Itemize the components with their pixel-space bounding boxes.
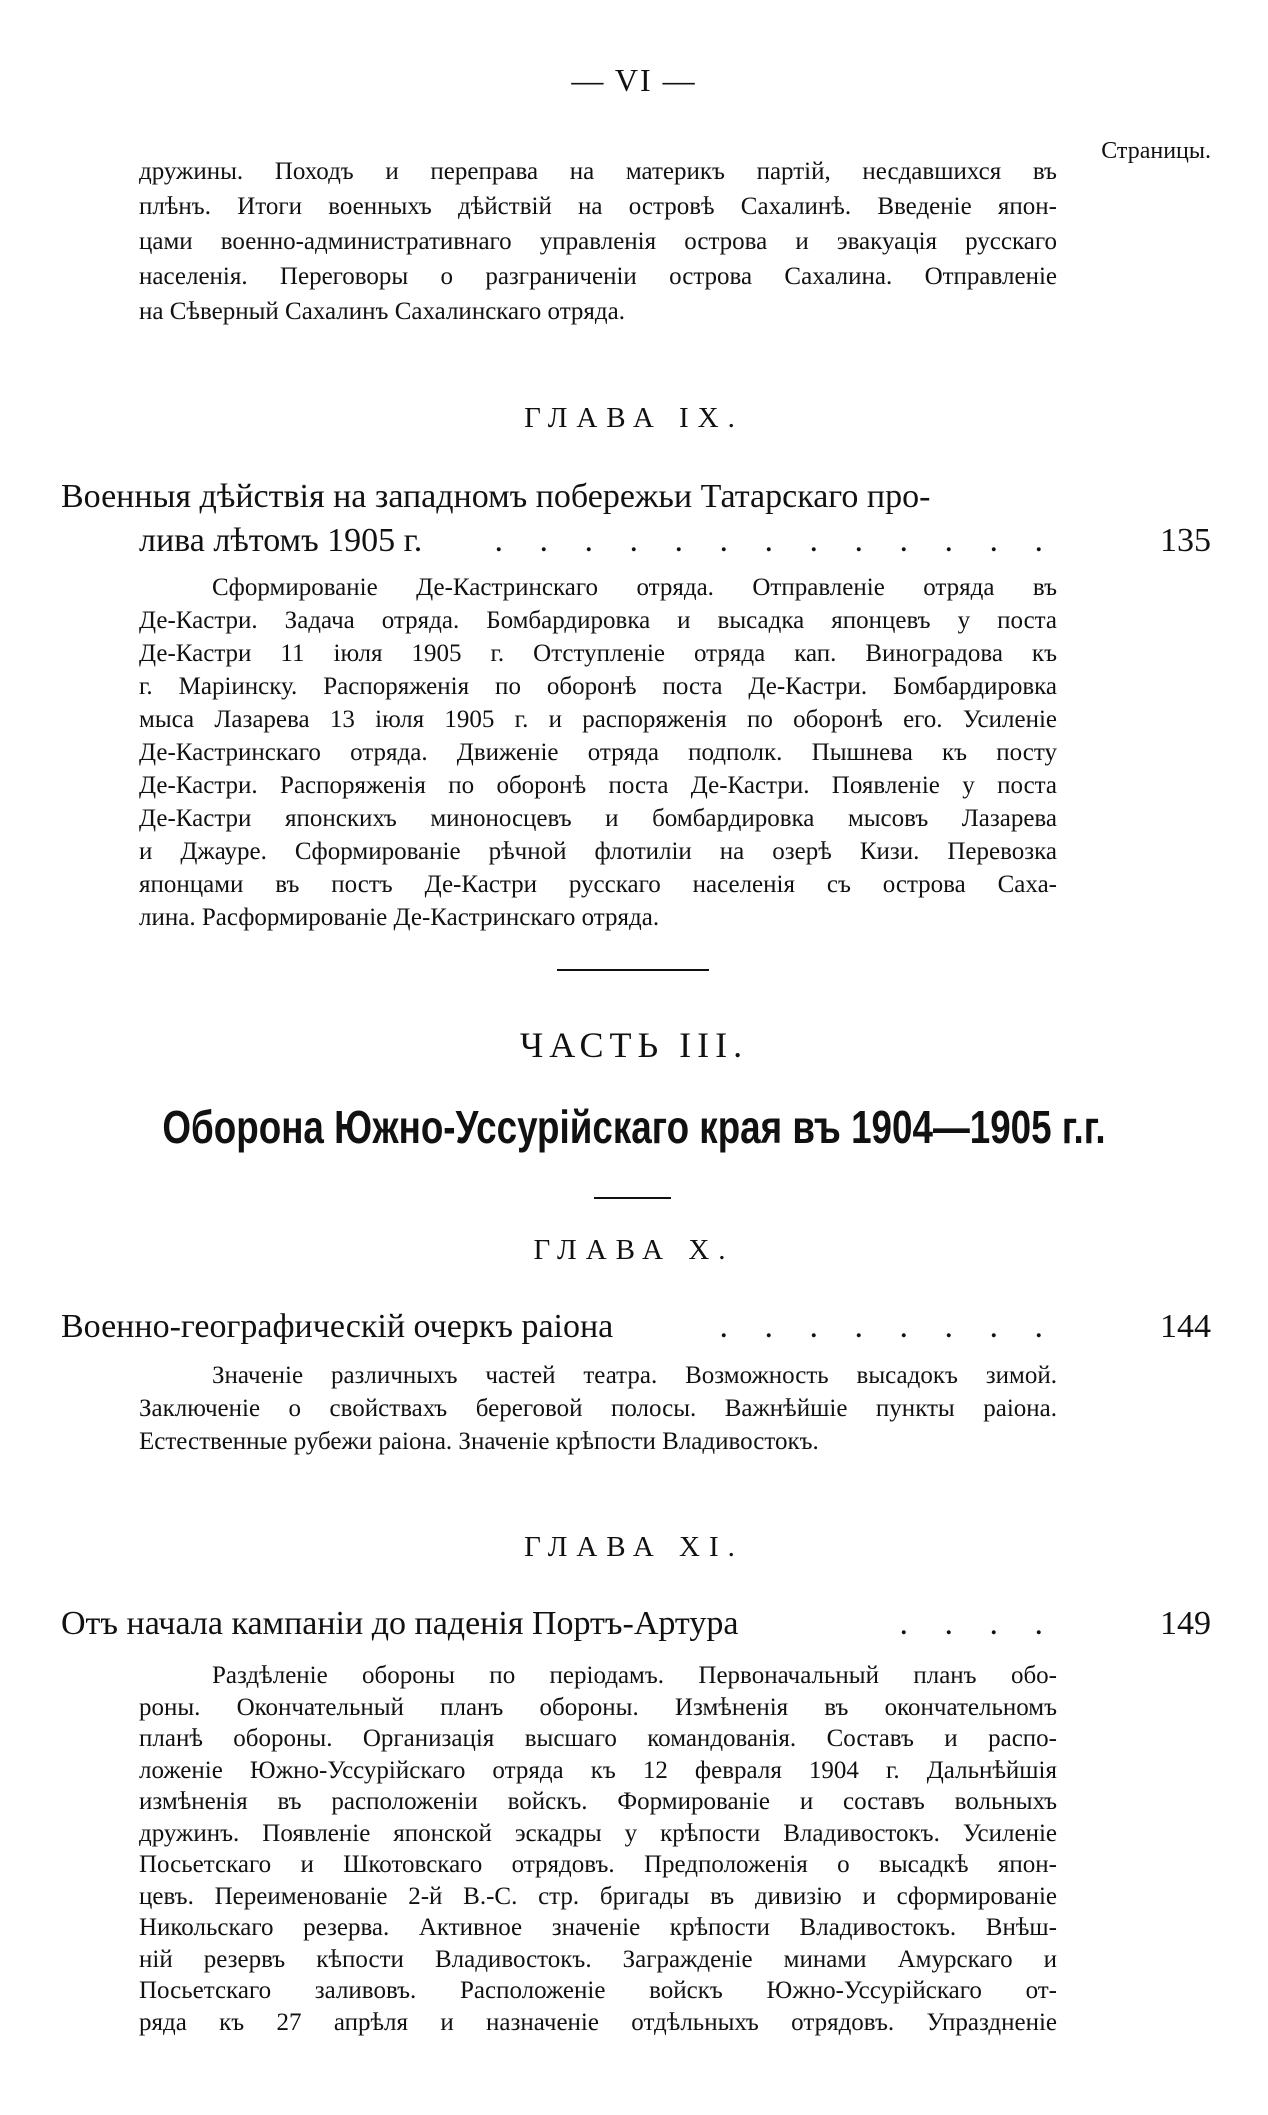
chapter-10-label: ГЛАВА X.: [533, 1234, 735, 1266]
text-line: Де-Кастри 11 іюля 1905 г. Отступленіе отряда кап. Виноградова къ: [139, 640, 1057, 667]
text-line: Никольскаго резерва. Активное значеніе крѣпости Владивостокъ. Внѣш-: [139, 1914, 1057, 1941]
section-divider: [557, 969, 709, 971]
chapter-9-heading-line-2: [139, 522, 1057, 560]
text-line: ряда къ 27 апрѣля и назначеніе отдѣльныхъ отрядовъ. Упраздненіе: [139, 2008, 1057, 2036]
chapter-11-heading: [61, 1605, 1057, 1643]
text-line: Посьетскаго и Шкотовскаго отрядовъ. Предположенія о высадкѣ япон-: [139, 1851, 1057, 1878]
chapter-11-heading-text: Отъ начала кампаніи до паденія Портъ-Артура: [61, 1605, 739, 1642]
part-3-title: Оборона Южно-Уссурійскаго края въ 1904—1905 г.г.: [162, 1101, 1106, 1153]
text-line: и Джауре. Сформированіе рѣчной флотиліи на озерѣ Кизи. Перевозка: [139, 838, 1057, 865]
text-line: цами военно-административнаго управленія острова и эвакуація русскаго: [139, 228, 1057, 255]
text-line: Естественные рубежи раіона. Значеніе крѣпости Владивостокъ.: [139, 1428, 819, 1455]
text-line: дружины. Походъ и переправа на материкъ партій, несдавшихся въ: [139, 158, 1057, 185]
chapter-11-label: ГЛАВА XI.: [524, 1531, 744, 1563]
chapter-9-heading-line-1: Военныя дѣйствія на западномъ побережьи Татарскаго про-: [61, 478, 931, 515]
leader-dots: . . . . . . . . . . . . .: [494, 522, 1057, 559]
pages-column-label: Страницы.: [1101, 138, 1211, 164]
text-line: мыса Лазарева 13 іюля 1905 г. и распоряженія по оборонѣ его. Усиленіе: [139, 706, 1057, 733]
chapter-10-heading: [61, 1308, 1057, 1346]
text-line: Посьетскаго заливовъ. Расположеніе войскъ Южно-Уссурійскаго от-: [139, 1977, 1057, 2004]
text-line: Де-Кастри. Распоряженія по оборонѣ поста Де-Кастри. Появленіе у поста: [139, 772, 1057, 799]
text-line: Де-Кастри японскихъ миноносцевъ и бомбардировка мысовъ Лазарева: [139, 805, 1057, 832]
text-line: Сформированіе Де-Кастринскаго отряда. Отправленіе отряда въ: [212, 574, 1057, 601]
leader-dots: . . . . . . . .: [719, 1308, 1057, 1345]
text-line: планѣ обороны. Организація высшаго командованія. Составъ и распо-: [139, 1725, 1057, 1752]
leader-dots: . . . .: [899, 1605, 1057, 1642]
text-line: Значеніе различныхъ частей театра. Возможность высадокъ зимой.: [212, 1362, 1057, 1389]
chapter-10-heading-text: Военно-географическій очеркъ раіона: [61, 1308, 614, 1345]
text-line: ній резервъ кѣпости Владивостокъ. Загражденіе минами Амурскаго и: [139, 1945, 1057, 1973]
text-line: на Сѣверный Сахалинъ Сахалинскаго отряда.: [139, 298, 625, 325]
text-line: плѣнъ. Итоги военныхъ дѣйствій на островѣ Сахалинѣ. Введеніе япон-: [139, 193, 1057, 220]
chapter-9-page-number: 135: [1160, 522, 1211, 559]
text-line: Раздѣленіе обороны по періодамъ. Первоначальный планъ обо-: [212, 1662, 1057, 1689]
text-line: японцами въ постъ Де-Кастри русскаго населенія съ острова Саха-: [139, 871, 1057, 898]
text-line: роны. Окончательный планъ обороны. Измѣненія въ окончательномъ: [139, 1693, 1057, 1721]
part-3-label: ЧАСТЬ III.: [519, 1025, 749, 1065]
text-line: лина. Расформированіе Де-Кастринскаго отряда.: [139, 904, 660, 931]
chapter-11-page-number: 149: [1160, 1605, 1211, 1642]
text-line: ложеніе Южно-Уссурійскаго отряда къ 12 февраля 1904 г. Дальнѣйшія: [139, 1756, 1057, 1784]
chapter-10-page-number: 144: [1160, 1308, 1211, 1345]
text-line: Заключеніе о свойствахъ береговой полосы. Важнѣйшіе пункты раіона.: [139, 1395, 1057, 1422]
text-line: Де-Кастри. Задача отряда. Бомбардировка и высадка японцевъ у поста: [139, 607, 1057, 634]
text-line: дружинъ. Появленіе японской эскадры у крѣпости Владивостокъ. Усиленіе: [139, 1819, 1057, 1847]
text-line: населенія. Переговоры о разграниченіи острова Сахалина. Отправленіе: [139, 263, 1057, 290]
section-divider: [594, 1197, 671, 1199]
text-line: г. Маріинску. Распоряженія по оборонѣ поста Де-Кастри. Бомбардировка: [139, 673, 1057, 700]
page-folio: — VI —: [571, 62, 697, 98]
text-line: Де-Кастринскаго отряда. Движеніе отряда подполк. Пышнева къ посту: [139, 739, 1057, 766]
chapter-9-label: ГЛАВА IX.: [524, 402, 744, 434]
text-line: измѣненія въ расположеніи войскъ. Формированіе и составъ вольныхъ: [139, 1788, 1057, 1815]
chapter-9-heading-text: лива лѣтомъ 1905 г.: [139, 522, 423, 559]
text-line: цевъ. Переименованіе 2-й В.-С. стр. бригады въ дивизію и сформированіе: [139, 1882, 1057, 1910]
